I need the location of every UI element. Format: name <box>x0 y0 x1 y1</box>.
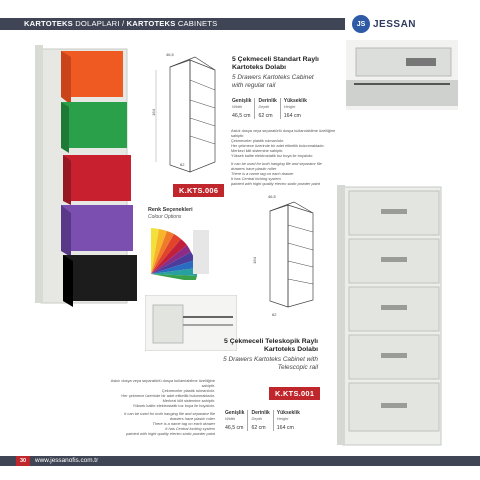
drawing2-height-label: 164 <box>251 257 257 264</box>
product1-title: 5 Çekmeceli Standart Raylı Kartoteks Dolabı <box>232 56 319 71</box>
drawer-purple <box>61 205 133 257</box>
colored-cabinet-photo <box>35 45 140 307</box>
product2-subtitle: 5 Drawers Kartoteks Cabinet with Telescopic rail <box>223 356 318 371</box>
logo-mark-icon: JS <box>352 15 370 33</box>
drawing1-width-label: 46,5 <box>166 52 174 57</box>
drawer-black <box>63 255 137 307</box>
footer-url-link[interactable]: www.jessanofis.com.tr <box>35 457 99 464</box>
color-options-subtitle: Colour Options <box>148 214 182 220</box>
drawer-detail-photo <box>346 40 458 110</box>
color-options-title: Renk Seçenekleri <box>148 207 193 213</box>
product2-description: Askılı dosya veya separatörlü dosya kullanılabilme özelliğine sahiptir. Çekmeceler plastik rulmanlıdır. Her çekmece üzerinde bir adet etiketlik bulunmaktadır. Merkezi kilit sistemine sahiptir. Yüksek kalite elektrostatik toz boya ile boyalıdır. It can be used for both hanging file and separator file drawers have plastic roller There is a name tag on each drawer It has Central locking system painted with hight quality electro static powder paint <box>110 378 215 436</box>
drawing1-depth-label: 62 <box>180 162 185 167</box>
drawing2-width-label: 46,5 <box>268 194 276 199</box>
jessan-logo <box>352 14 452 34</box>
drawing1-height-label: 164 <box>150 109 156 116</box>
logo-text: JESSAN <box>373 18 417 30</box>
drawing2-depth-label: 62 <box>272 312 277 317</box>
drawer-orange <box>61 51 123 105</box>
drawer-red <box>63 155 131 205</box>
page-number: 30 <box>16 456 30 466</box>
cabinet-drawing-1 <box>150 52 230 180</box>
gray-cabinet-photo <box>337 185 447 447</box>
page-title: KARTOTEKS DOLAPLARI / KARTOTEKS CABINETS <box>24 19 218 28</box>
cabinet-drawing-2 <box>258 195 328 315</box>
product1-description: Askılı dosya veya separatörlü dosya kullanılabilme özelliğine sahiptir. Çekmeceler plastik rulmanlıdır. Her çekmece üzerinde bir adet etiketlik bulunmaktadır. Merkezi kilit sistemine sahiptir. Yüksek kalite elektrostatik toz boya ile boyalıdır. It can be used for both hanging file and separator file drawers have plastic roller There is a name tag on each drawer It has Central locking system painted with hight quality electro static powder paint <box>231 128 336 186</box>
product2-dimensions: Genişlik Width 46,5 cm Derinlik Depth 62 cm Yükseklik Height 164 cm <box>222 410 303 431</box>
color-fan-swatch <box>145 224 215 280</box>
drawer-green <box>61 102 127 153</box>
product2-title: 5 Çekmeceli Teleskopik Raylı Kartoteks Dolabı <box>224 338 318 353</box>
product1-dimensions: Genişlik Width 46,5 cm Derinlik Depth 62 cm Yükseklik Height 164 cm <box>229 98 310 119</box>
product1-code-badge: K.KTS.006 <box>173 184 224 197</box>
product1-subtitle: 5 Drawers Kartoteks Cabinet with regular rail <box>232 74 314 89</box>
product2-code-badge: K.KTS.001 <box>269 387 320 400</box>
